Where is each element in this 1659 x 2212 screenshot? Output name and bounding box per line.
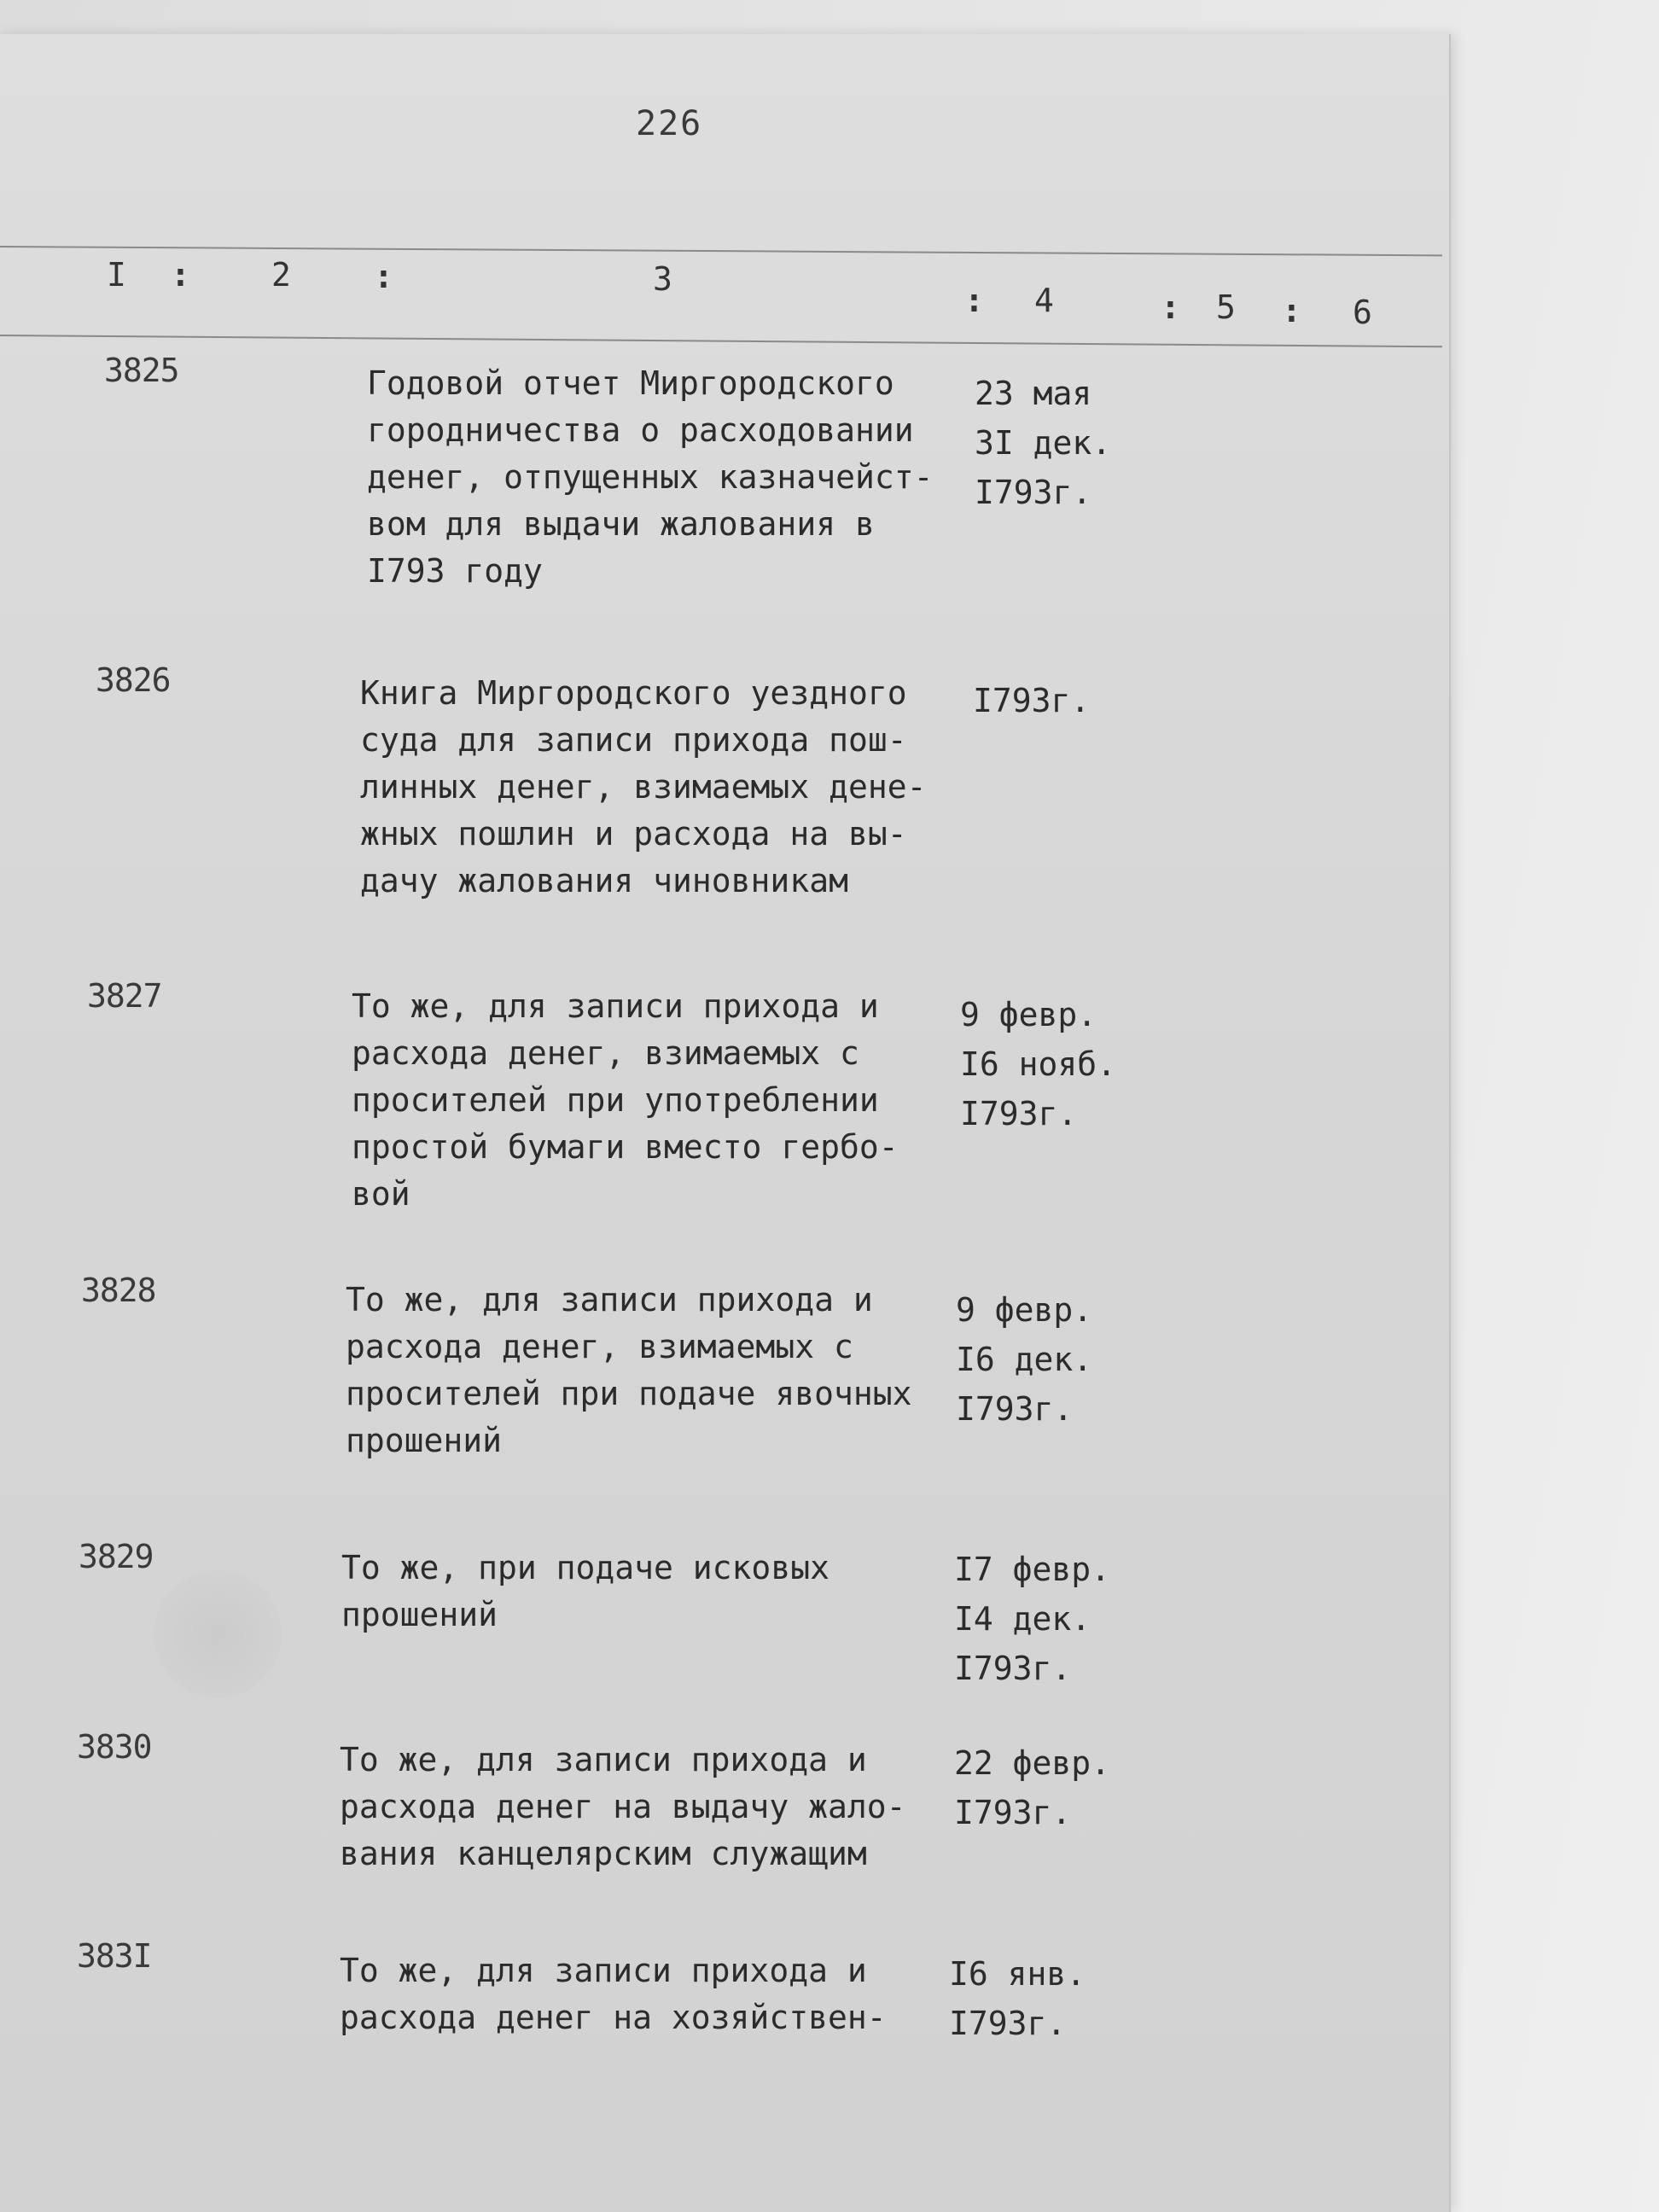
column-header-4: 4 <box>1034 282 1054 319</box>
date-line: I7 февр. <box>954 1551 1111 1588</box>
description-line: жных пошлин и расхода на вы- <box>360 815 907 853</box>
column-separator: : <box>964 282 984 319</box>
description-line: То же, для записи прихода и <box>346 1281 873 1318</box>
entry-number: 3830 <box>77 1728 152 1766</box>
description-line: расхода денег на хозяйствен- <box>340 1999 887 2036</box>
date-line: I4 дек. <box>954 1600 1091 1638</box>
description-line: расхода денег на выдачу жало- <box>340 1788 906 1825</box>
column-header-6: 6 <box>1353 294 1372 331</box>
date-line: I793г. <box>975 474 1092 511</box>
entry-description <box>340 1737 905 1877</box>
page-number: 226 <box>636 104 703 143</box>
description-line: прошений <box>341 1596 498 1633</box>
description-line: Книга Миргородского уездного <box>360 674 907 712</box>
entry-dates <box>954 1545 1110 1693</box>
entry-number: 3827 <box>87 977 162 1015</box>
description-line: денег, отпущенных казначейст- <box>367 458 934 496</box>
column-header-5: 5 <box>1216 288 1236 326</box>
date-line: I793г. <box>954 1794 1072 1831</box>
description-line: городничества о расходовании <box>367 411 914 449</box>
description-line: То же, для записи прихода и <box>340 1952 867 1989</box>
date-line: I6 нояб. <box>960 1045 1117 1083</box>
entry-dates <box>960 990 1116 1138</box>
description-line: I793 году <box>367 552 543 590</box>
column-separator: : <box>1282 292 1301 329</box>
date-line: 22 февр. <box>954 1744 1111 1782</box>
header-rule-top <box>0 246 1442 256</box>
description-line: суда для записи прихода пош- <box>360 721 907 759</box>
entry-description <box>352 983 899 1218</box>
date-line: 9 февр. <box>956 1291 1093 1329</box>
entry-dates <box>956 1285 1092 1434</box>
date-line: 9 февр. <box>960 996 1097 1033</box>
column-header-1: I <box>107 256 126 294</box>
entry-number: 383I <box>77 1937 152 1975</box>
description-line: просителей при подаче явочных <box>346 1375 912 1412</box>
description-line: дачу жалования чиновникам <box>360 862 848 899</box>
column-separator: : <box>171 256 190 294</box>
entry-dates <box>949 1949 1086 2048</box>
column-separator: : <box>1161 288 1180 326</box>
entry-number: 3825 <box>104 352 179 389</box>
description-line: расхода денег, взимаемых с <box>346 1328 853 1365</box>
description-line: То же, при подаче исковых <box>341 1549 830 1586</box>
column-header-2: 2 <box>271 256 291 294</box>
entry-dates <box>975 369 1111 517</box>
date-line: I6 янв. <box>949 1955 1086 1993</box>
date-line: I793г. <box>960 1095 1078 1132</box>
column-separator: : <box>374 258 393 295</box>
description-line: просителей при употреблении <box>352 1081 879 1119</box>
date-line: I793г. <box>956 1390 1074 1428</box>
entry-description <box>340 1947 887 2041</box>
entry-number: 3828 <box>81 1272 156 1309</box>
entry-dates <box>973 676 1090 725</box>
entry-description <box>360 670 926 905</box>
description-line: расхода денег, взимаемых с <box>352 1034 859 1072</box>
description-line: вой <box>352 1175 410 1213</box>
entry-number: 3826 <box>96 661 171 699</box>
description-line: Годовой отчет Миргородского <box>367 364 894 402</box>
description-line: вом для выдачи жалования в <box>367 505 875 543</box>
date-line: I6 дек. <box>956 1341 1093 1378</box>
description-line: линных денег, взимаемых дене- <box>360 768 927 806</box>
description-line: простой бумаги вместо гербо- <box>352 1128 899 1166</box>
column-header-3: 3 <box>653 260 672 298</box>
entry-description <box>341 1545 830 1639</box>
description-line: прошений <box>346 1422 503 1459</box>
paper-stain <box>154 1570 282 1698</box>
date-line: 3I дек. <box>975 424 1112 462</box>
description-line: То же, для записи прихода и <box>352 987 879 1025</box>
header-rule-bottom <box>0 335 1442 347</box>
entry-dates <box>954 1738 1110 1837</box>
date-line: 23 мая <box>975 375 1092 412</box>
entry-description <box>346 1277 911 1464</box>
description-line: вания канцелярским служащим <box>340 1835 867 1872</box>
date-line: I793г. <box>954 1650 1072 1687</box>
entry-number: 3829 <box>79 1538 154 1575</box>
entry-description <box>367 360 933 595</box>
document-page <box>0 34 1451 2212</box>
description-line: То же, для записи прихода и <box>340 1741 867 1778</box>
date-line: I793г. <box>949 2005 1067 2042</box>
date-line: I793г. <box>973 682 1091 719</box>
